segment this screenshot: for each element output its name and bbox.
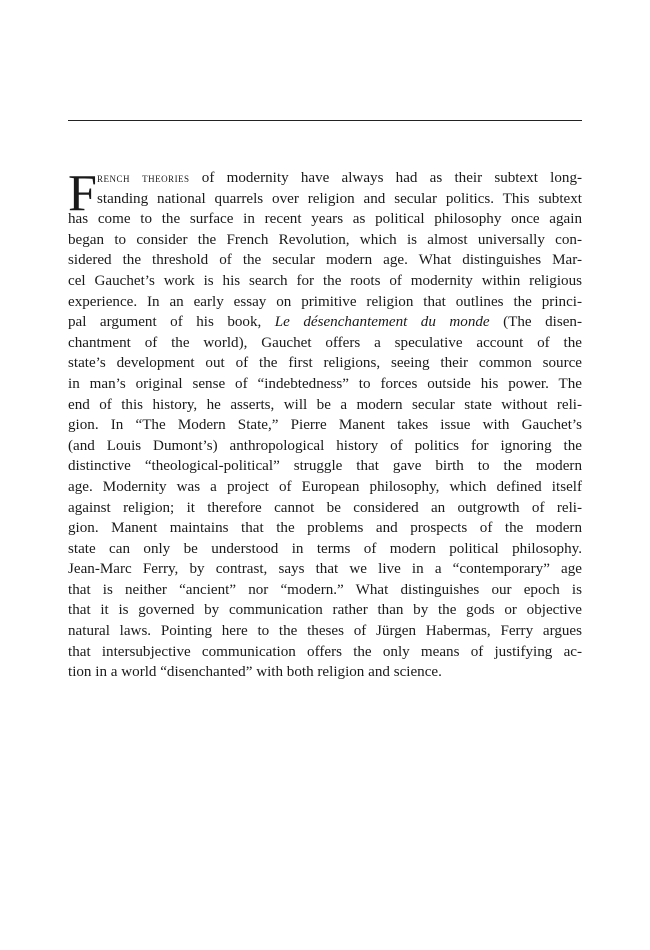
text-segment: pal argument of his book, <box>68 314 275 331</box>
text-line: state’s development out of the first religions, seeing their common source <box>68 355 582 372</box>
text-line: began to consider the French Revolution, which is almost universally con- <box>68 231 582 248</box>
text-line: in man’s original sense of “indebtedness” to forces outside his power. The <box>68 375 582 392</box>
text-line: age. Modernity was a project of European philosophy, which defined itself <box>68 478 582 495</box>
text-line-rest: of modernity have always had as their subtext long- <box>189 170 583 186</box>
text-line: cel Gauchet’s work is his search for the roots of modernity within religious <box>68 272 582 289</box>
text-line: chantment of the world), Gauchet offers a speculative account of the <box>68 334 582 351</box>
text-line: has come to the surface in recent years as political philosophy once again <box>68 211 582 228</box>
text-line: end of this history, he asserts, will be a modern secular state without reli- <box>68 396 582 413</box>
text-line: gion. Manent maintains that the problems and prospects of the modern <box>68 520 582 537</box>
text-line: Jean-Marc Ferry, by contrast, says that we live in a “contemporary” age <box>68 561 582 578</box>
text-line: distinctive “theological-political” struggle that gave birth to the modern <box>68 458 582 475</box>
text-line: tion in a world “disenchanted” with both religion and science. <box>68 664 442 681</box>
text-line <box>68 168 582 189</box>
drop-cap: F <box>68 165 97 222</box>
text-line: gion. In “The Modern State,” Pierre Manent takes issue with Gauchet’s <box>68 417 582 434</box>
text-line: natural laws. Pointing here to the theses of Jürgen Habermas, Ferry argues <box>68 623 582 640</box>
text-segment: (The disen- <box>489 314 582 331</box>
text-line: state can only be understood in terms of modern political philosophy. <box>68 540 582 557</box>
small-caps-lead: rench theories <box>97 171 190 185</box>
text-line: standing national quarrels over religion and secular politics. This subtext <box>97 190 582 207</box>
text-line: (and Louis Dumont’s) anthropological history of politics for ignoring the <box>68 437 582 454</box>
text-line: that it is governed by communication rather than by the gods or objective <box>68 602 582 619</box>
text-line: that intersubjective communication offers the only means of justifying ac- <box>68 643 582 660</box>
text-line: against religion; it therefore cannot be considered an outgrowth of reli- <box>68 499 582 516</box>
text-line: experience. In an early essay on primitive religion that outlines the princi- <box>68 293 582 310</box>
text-line: that is neither “ancient” nor “modern.” What distinguishes our epoch is <box>68 581 582 598</box>
top-rule <box>68 120 582 121</box>
book-title: Le désenchantement du monde <box>274 314 490 331</box>
text-line <box>68 312 582 333</box>
text-line: sidered the threshold of the secular modern age. What distinguishes Mar- <box>68 252 582 269</box>
body-paragraph <box>68 165 583 683</box>
